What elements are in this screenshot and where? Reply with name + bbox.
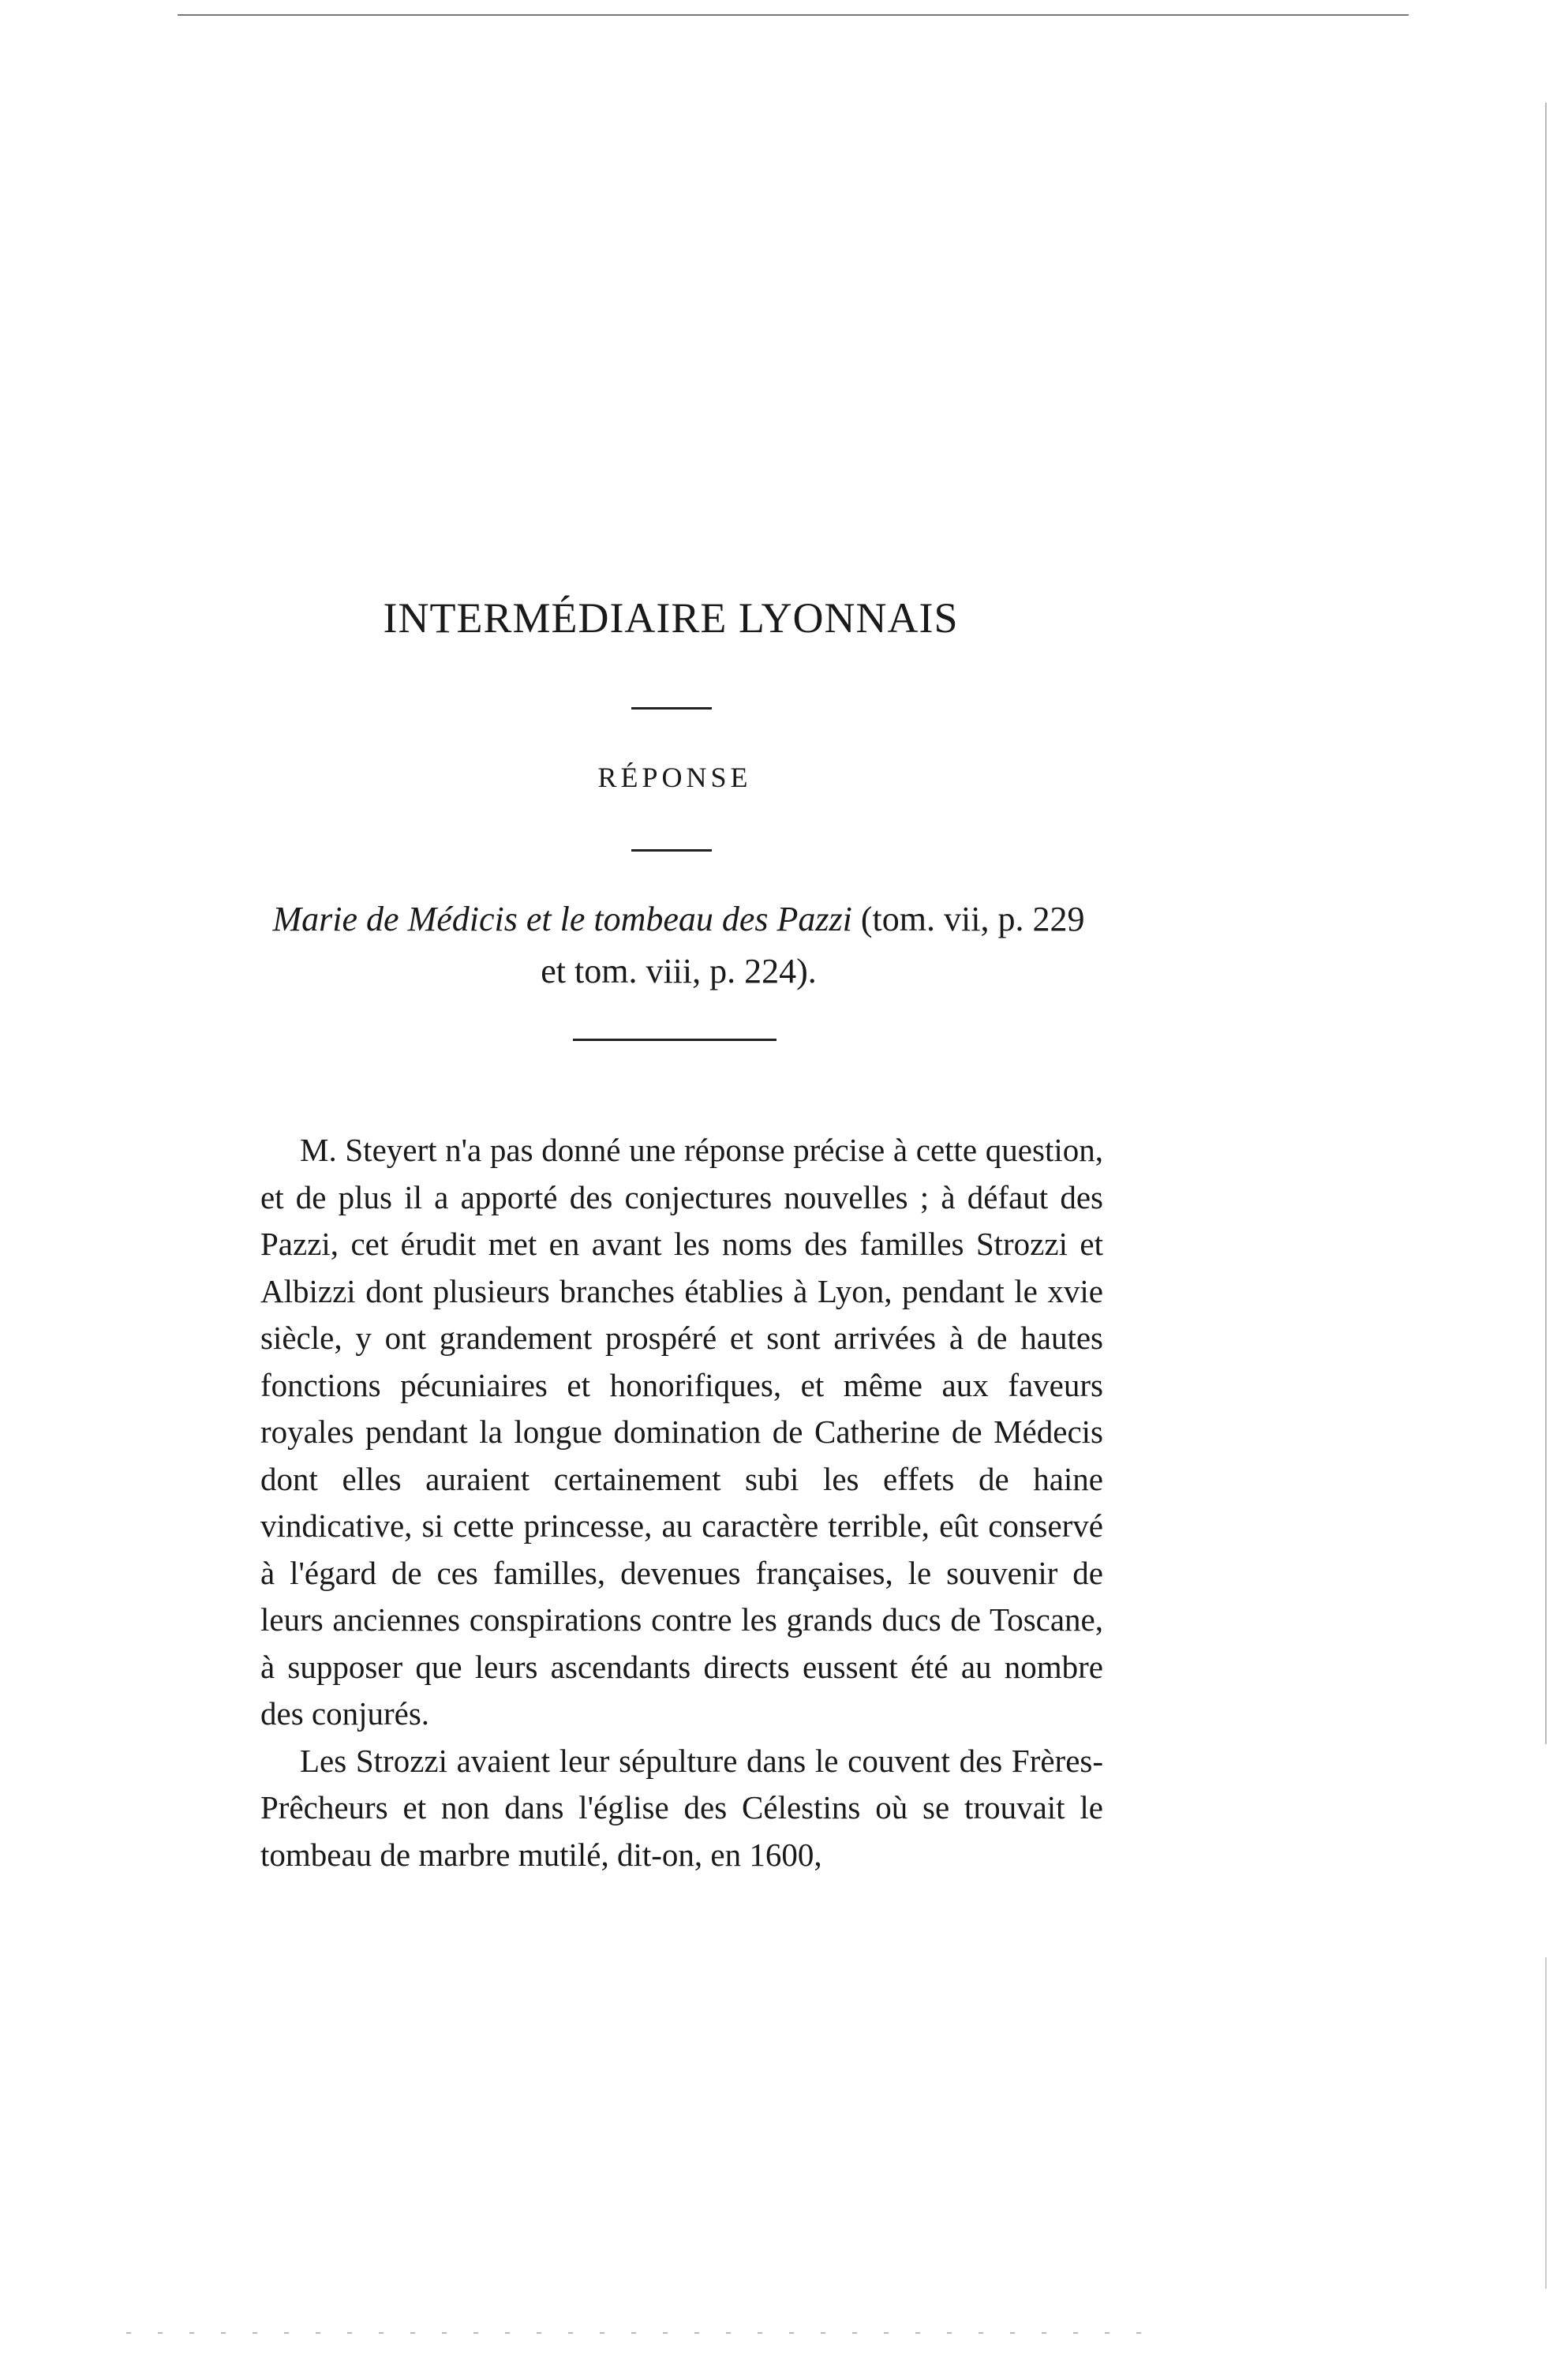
article-body [260, 1127, 1103, 1878]
paragraph: Les Strozzi avaient leur sépulture dans le couvent des Frères-Prêcheurs et non dans l'église des Célestins où se trouvait le tombeau de marbre mutilé, dit-on, en 1600, [260, 1742, 1103, 1873]
question-volume-reference: (tom. vii, p. 229 et tom. viii, p. 224). [541, 900, 1085, 990]
page-edge-line [1545, 103, 1547, 1744]
paragraph: M. Steyert n'a pas donné une réponse précise à cette question, et de plus il a apporté des conjectures nouvelles ; à défaut des Pazzi, cet érudit met en avant les noms des familles Strozzi et Albizzi dont plusieurs branches établies à Lyon, pendant le xvie siècle, y ont grandement prospéré et sont arrivées à de hautes fonctions pécuniaires et honorifiques, et même aux faveurs royales pendant la longue domination de Catherine de Médecis dont elles auraient certainement subi les effets de haine vindicative, si cette princesse, au caractère terrible, eût conservé à l'égard de ces familles, devenues françaises, le souvenir de leurs anciennes conspirations contre les grands ducs de Toscane, à supposer que leurs ascendants directs eussent été au nombre des conjurés. [260, 1132, 1103, 1732]
section-heading: RÉPONSE [597, 762, 752, 793]
divider-rule [631, 707, 712, 710]
bottom-scan-marks [126, 2332, 1152, 2334]
page-title: INTERMÉDIAIRE LYONNAIS [383, 594, 959, 642]
divider-rule [631, 849, 712, 852]
divider-rule [573, 1039, 777, 1041]
page-edge-line-lower [1545, 1957, 1547, 2289]
top-edge-rule [178, 14, 1409, 16]
question-title: Marie de Médicis et le tombeau des Pazzi [272, 900, 852, 938]
question-reference [260, 893, 1097, 998]
